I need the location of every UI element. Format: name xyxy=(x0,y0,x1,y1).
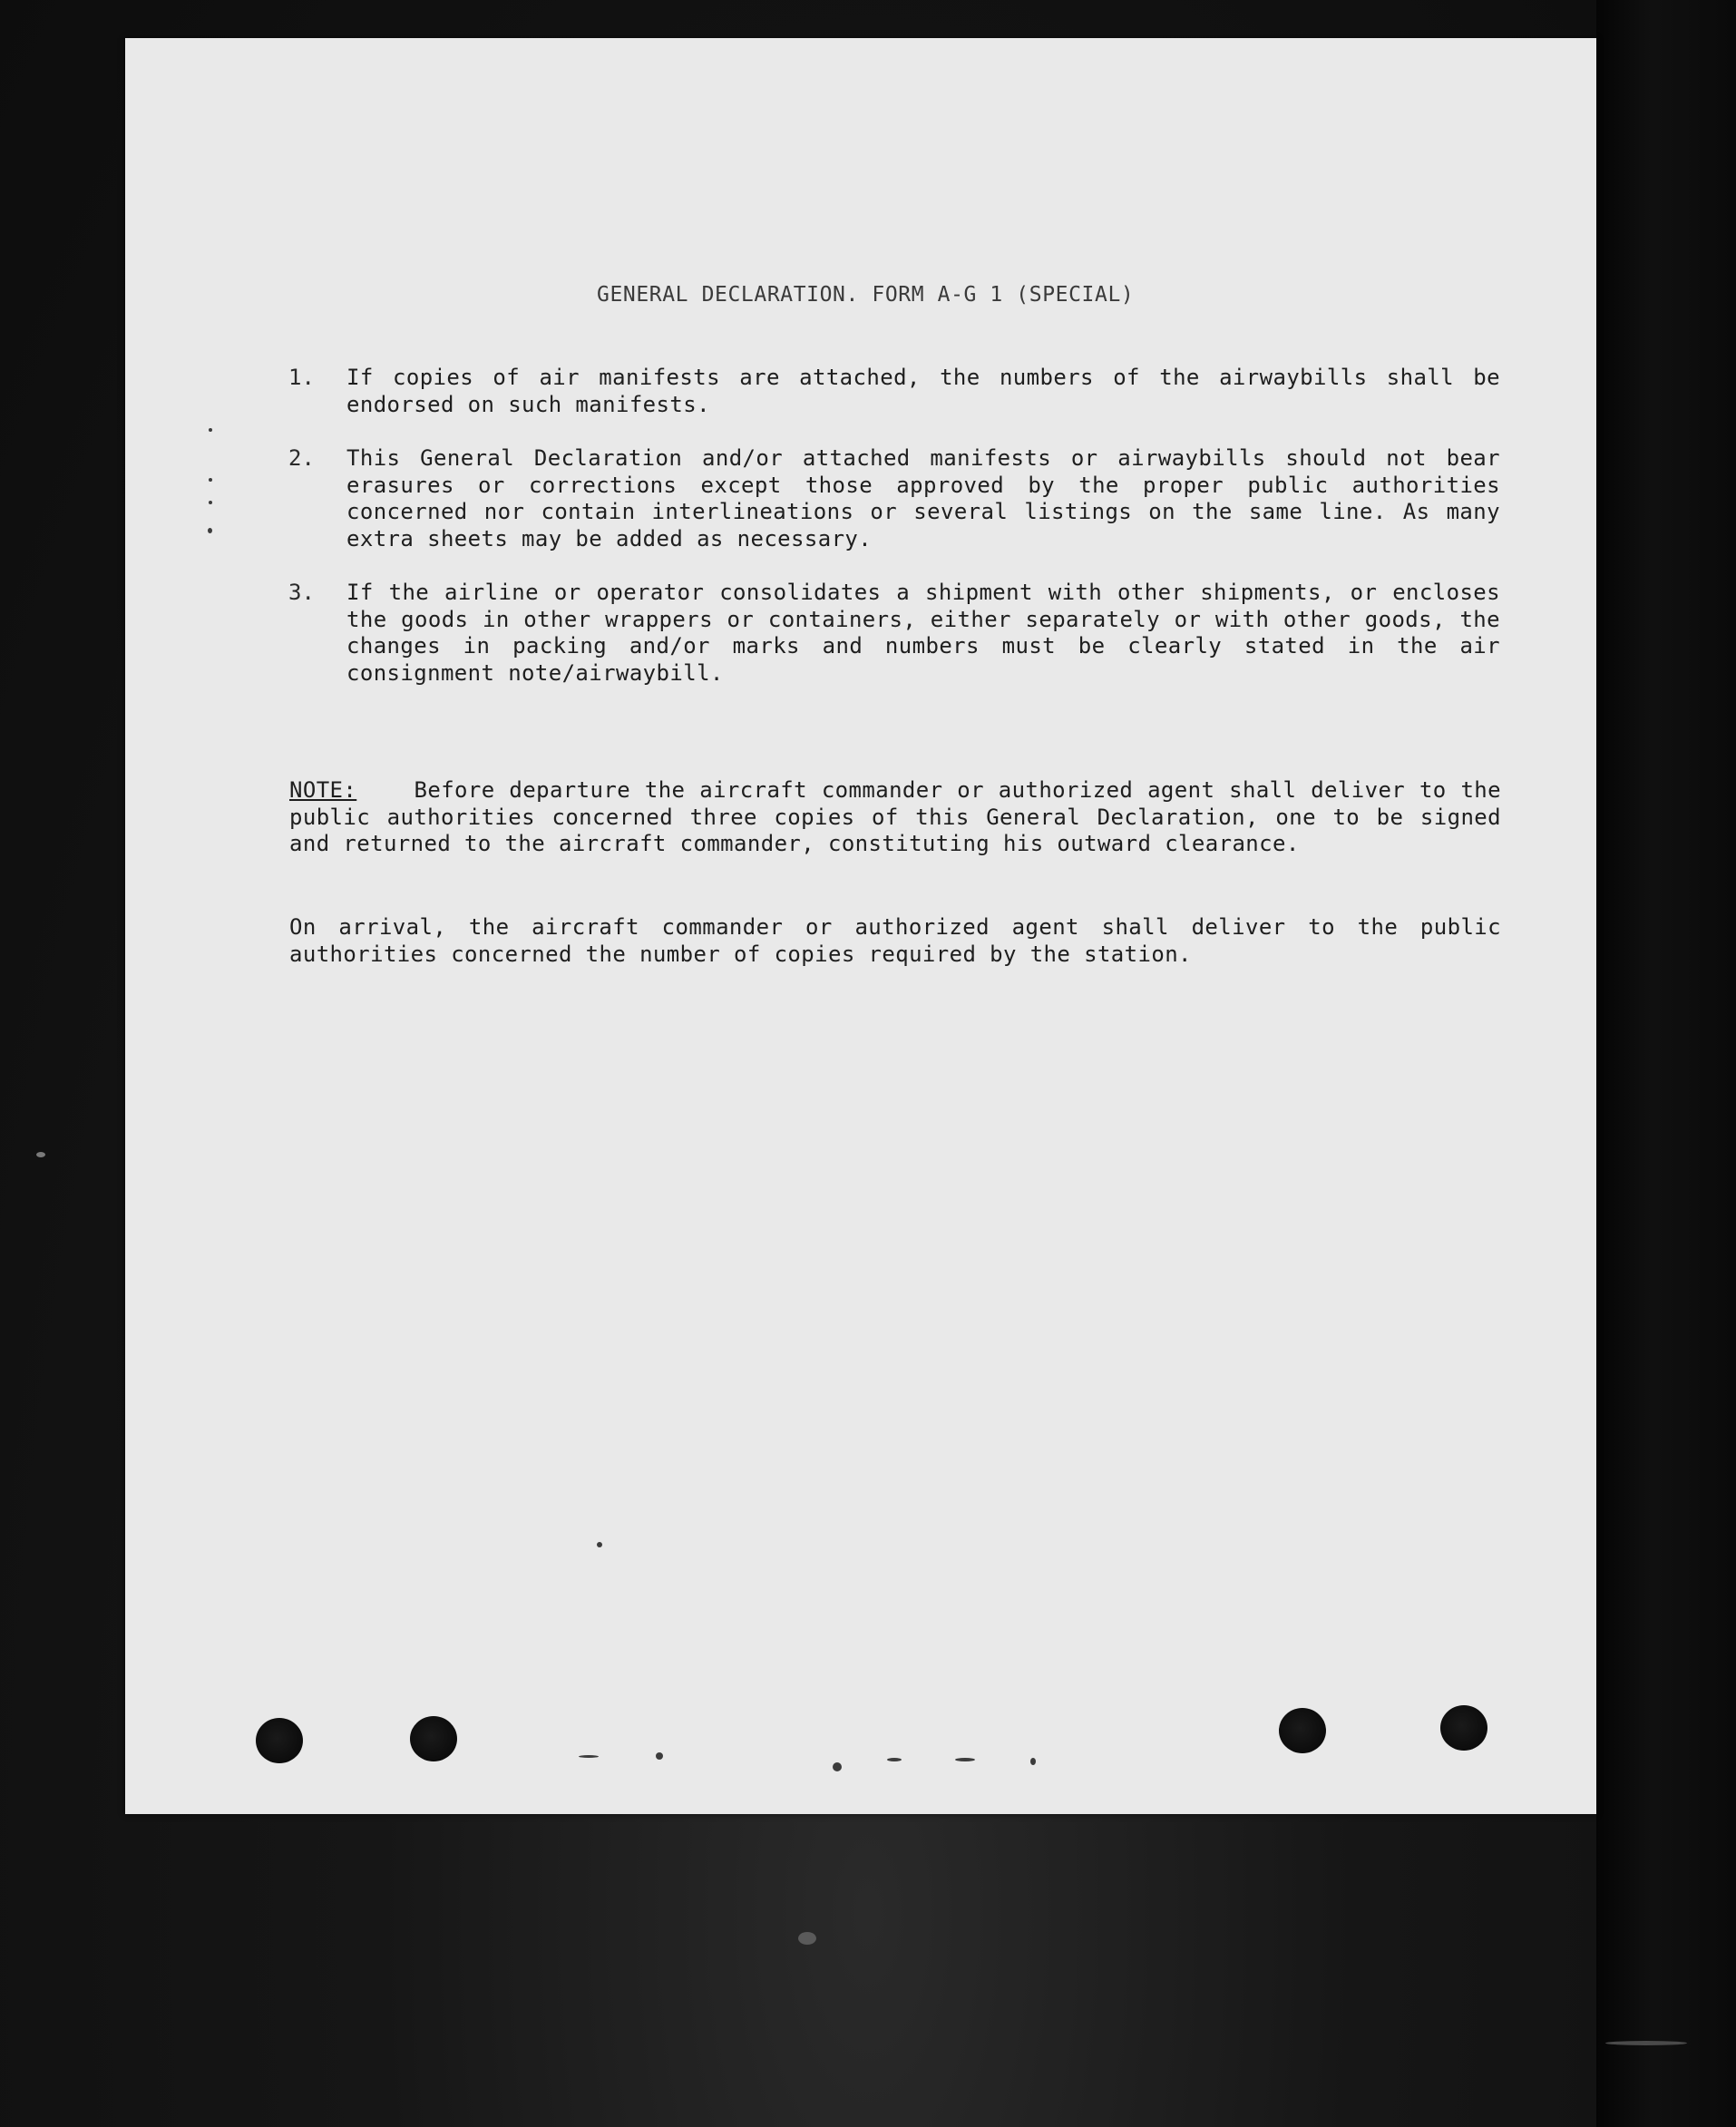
item-text: If the airline or operator consolidates a shipment with other shipments, or encloses the goods in other wrappers or containers, either separately or with other goods, the changes in packing and/or marks and numbers must be clearly stated in the air consignment note/airwaybill. xyxy=(346,580,1500,686)
scan-mark xyxy=(579,1755,599,1758)
item-number: 2. xyxy=(288,445,315,471)
scan-mark xyxy=(1605,2041,1687,2045)
punch-hole xyxy=(1440,1705,1487,1751)
scan-mark xyxy=(833,1762,842,1771)
margin-dot xyxy=(208,528,212,533)
punch-hole xyxy=(256,1718,303,1763)
scan-mark xyxy=(36,1152,45,1157)
punch-hole xyxy=(1279,1708,1326,1753)
margin-dot xyxy=(209,428,212,432)
margin-dot xyxy=(209,478,212,482)
item-number: 3. xyxy=(288,580,315,605)
scan-edge-shadow xyxy=(1596,0,1736,2127)
document-heading: GENERAL DECLARATION. FORM A-G 1 (SPECIAL) xyxy=(597,283,1135,307)
note-text: Before departure the aircraft commander or authorized agent shall deliver to the public authorities concerned three copies of this General Declaration, one to be signed and returned to the aircraft commander, constituting his outward clearance. xyxy=(289,777,1502,856)
note-paragraph xyxy=(289,777,1501,858)
margin-dot xyxy=(209,501,212,504)
item-text: This General Declaration and/or attached manifests or airwaybills should not bear erasures or corrections except those approved by the proper public authorities concerned nor contain interlineations or several listings on the same line. As many extra sheets may be added as necessary. xyxy=(346,445,1500,551)
document-page xyxy=(125,38,1596,1814)
scan-mark xyxy=(955,1758,975,1761)
scan-mark xyxy=(887,1758,902,1761)
scan-mark xyxy=(798,1932,816,1945)
punch-hole xyxy=(410,1716,457,1761)
item-number: 1. xyxy=(288,365,315,390)
note-label: NOTE: xyxy=(289,777,357,803)
item-text: If copies of air manifests are attached, the numbers of the airwaybills shall be endorsed on such manifests. xyxy=(346,365,1500,417)
scan-mark xyxy=(656,1752,663,1760)
arrival-paragraph: On arrival, the aircraft commander or authorized agent shall deliver to the public authorities concerned the number of copies required by the station. xyxy=(289,914,1501,967)
scan-mark xyxy=(1030,1758,1036,1765)
scan-mark xyxy=(597,1542,602,1547)
